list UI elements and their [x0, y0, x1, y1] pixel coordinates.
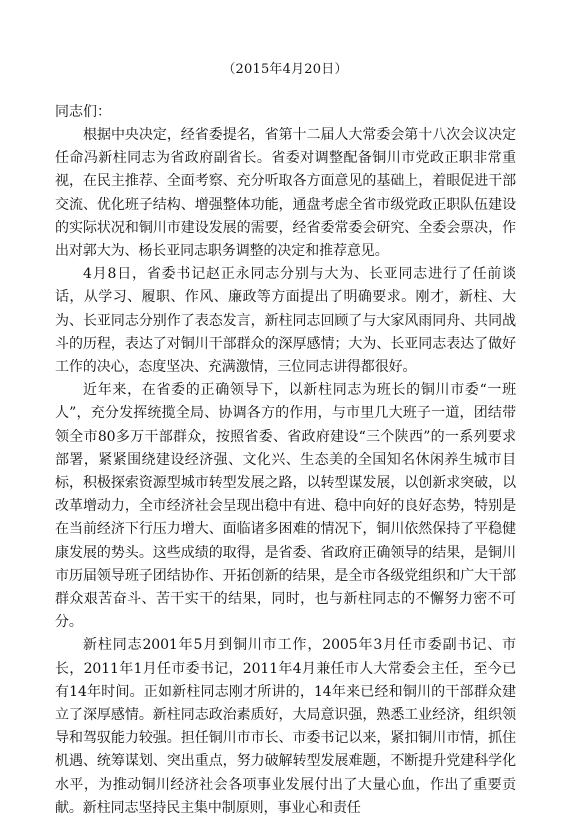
body-text	[55, 124, 516, 820]
salutation: 同志们：	[55, 104, 111, 120]
date-line: （2015年4月20日）	[222, 62, 348, 77]
paragraph: 根据中央决定，经省委提名，省第十二届人大常委会第十八次会议决定任命冯新柱同志为省政府副省长。省委对调整配备铜川市党政正职非常重视，在民主推荐、全面考察、充分听取各方面意见的基础上，着眼促进干部交流、优化班子结构、增强整体功能，通盘考虑全省市级党政正职队伍建设的实际状况和铜川市建设发展的需要，经省委常委会研究、全委会票决，作出对郭大为、杨长亚同志职务调整的决定和推荐意见。	[55, 127, 516, 260]
paragraph: 4月8日，省委书记赵正永同志分别与大为、长亚同志进行了任前谈话，从学习、履职、作风、廉政等方面提出了明确要求。刚才，新柱、大为、长亚同志分别作了表态发言，新柱同志回顾了与大家风雨同舟、共同战斗的历程，表达了对铜川干部群众的深厚感情；大为、长亚同志表达了做好工作的决心，态度坚决、充满激情，三位同志讲得都很好。	[55, 266, 516, 376]
paragraph: 新柱同志2001年5月到铜川市工作，2005年3月任市委副书记、市长，2011年1月任市委书记，2011年4月兼任市人大常委会主任，至今已有14年时间。正如新柱同志刚才所讲的，14年来已经和铜川的干部群众建立了深厚感情。新柱同志政治素质好，大局意识强，熟悉工业经济，组织领导和驾驭能力较强。担任铜川市市长、市委书记以来，紧扣铜川市情，抓住机遇、统筹谋划、突出重点，努力破解转型发展难题，不断提升党建科学化水平，为推动铜川经济社会各项事业发展付出了大量心血，作出了重要贡献。新柱同志坚持民主集中制原则，事业心和责任	[55, 637, 516, 816]
paragraph: 近年来，在省委的正确领导下，以新柱同志为班长的铜川市委“一班人”，充分发挥统揽全局、协调各方的作用，与市里几大班子一道，团结带领全市80多万干部群众，按照省委、省政府建设“三个陕西”的一系列要求部署，紧紧围绕建设经济强、文化兴、生态美的全国知名休闲养生城市目标，积极探索资源型城市转型发展之路，以转型谋发展，以创新求突破，以改革增动力，全市经济社会呈现出稳中有进、稳中向好的良好态势，特别是在当前经济下行压力增大、面临诸多困难的情况下，铜川依然保持了平稳健康发展的势头。这些成绩的取得，是省委、省政府正确领导的结果，是铜川市历届领导班子团结协作、开拓创新的结果，是全市各级党组织和广大干部群众艰苦奋斗、苦干实干的结果，同时，也与新柱同志的不懈努力密不可分。	[55, 382, 516, 631]
